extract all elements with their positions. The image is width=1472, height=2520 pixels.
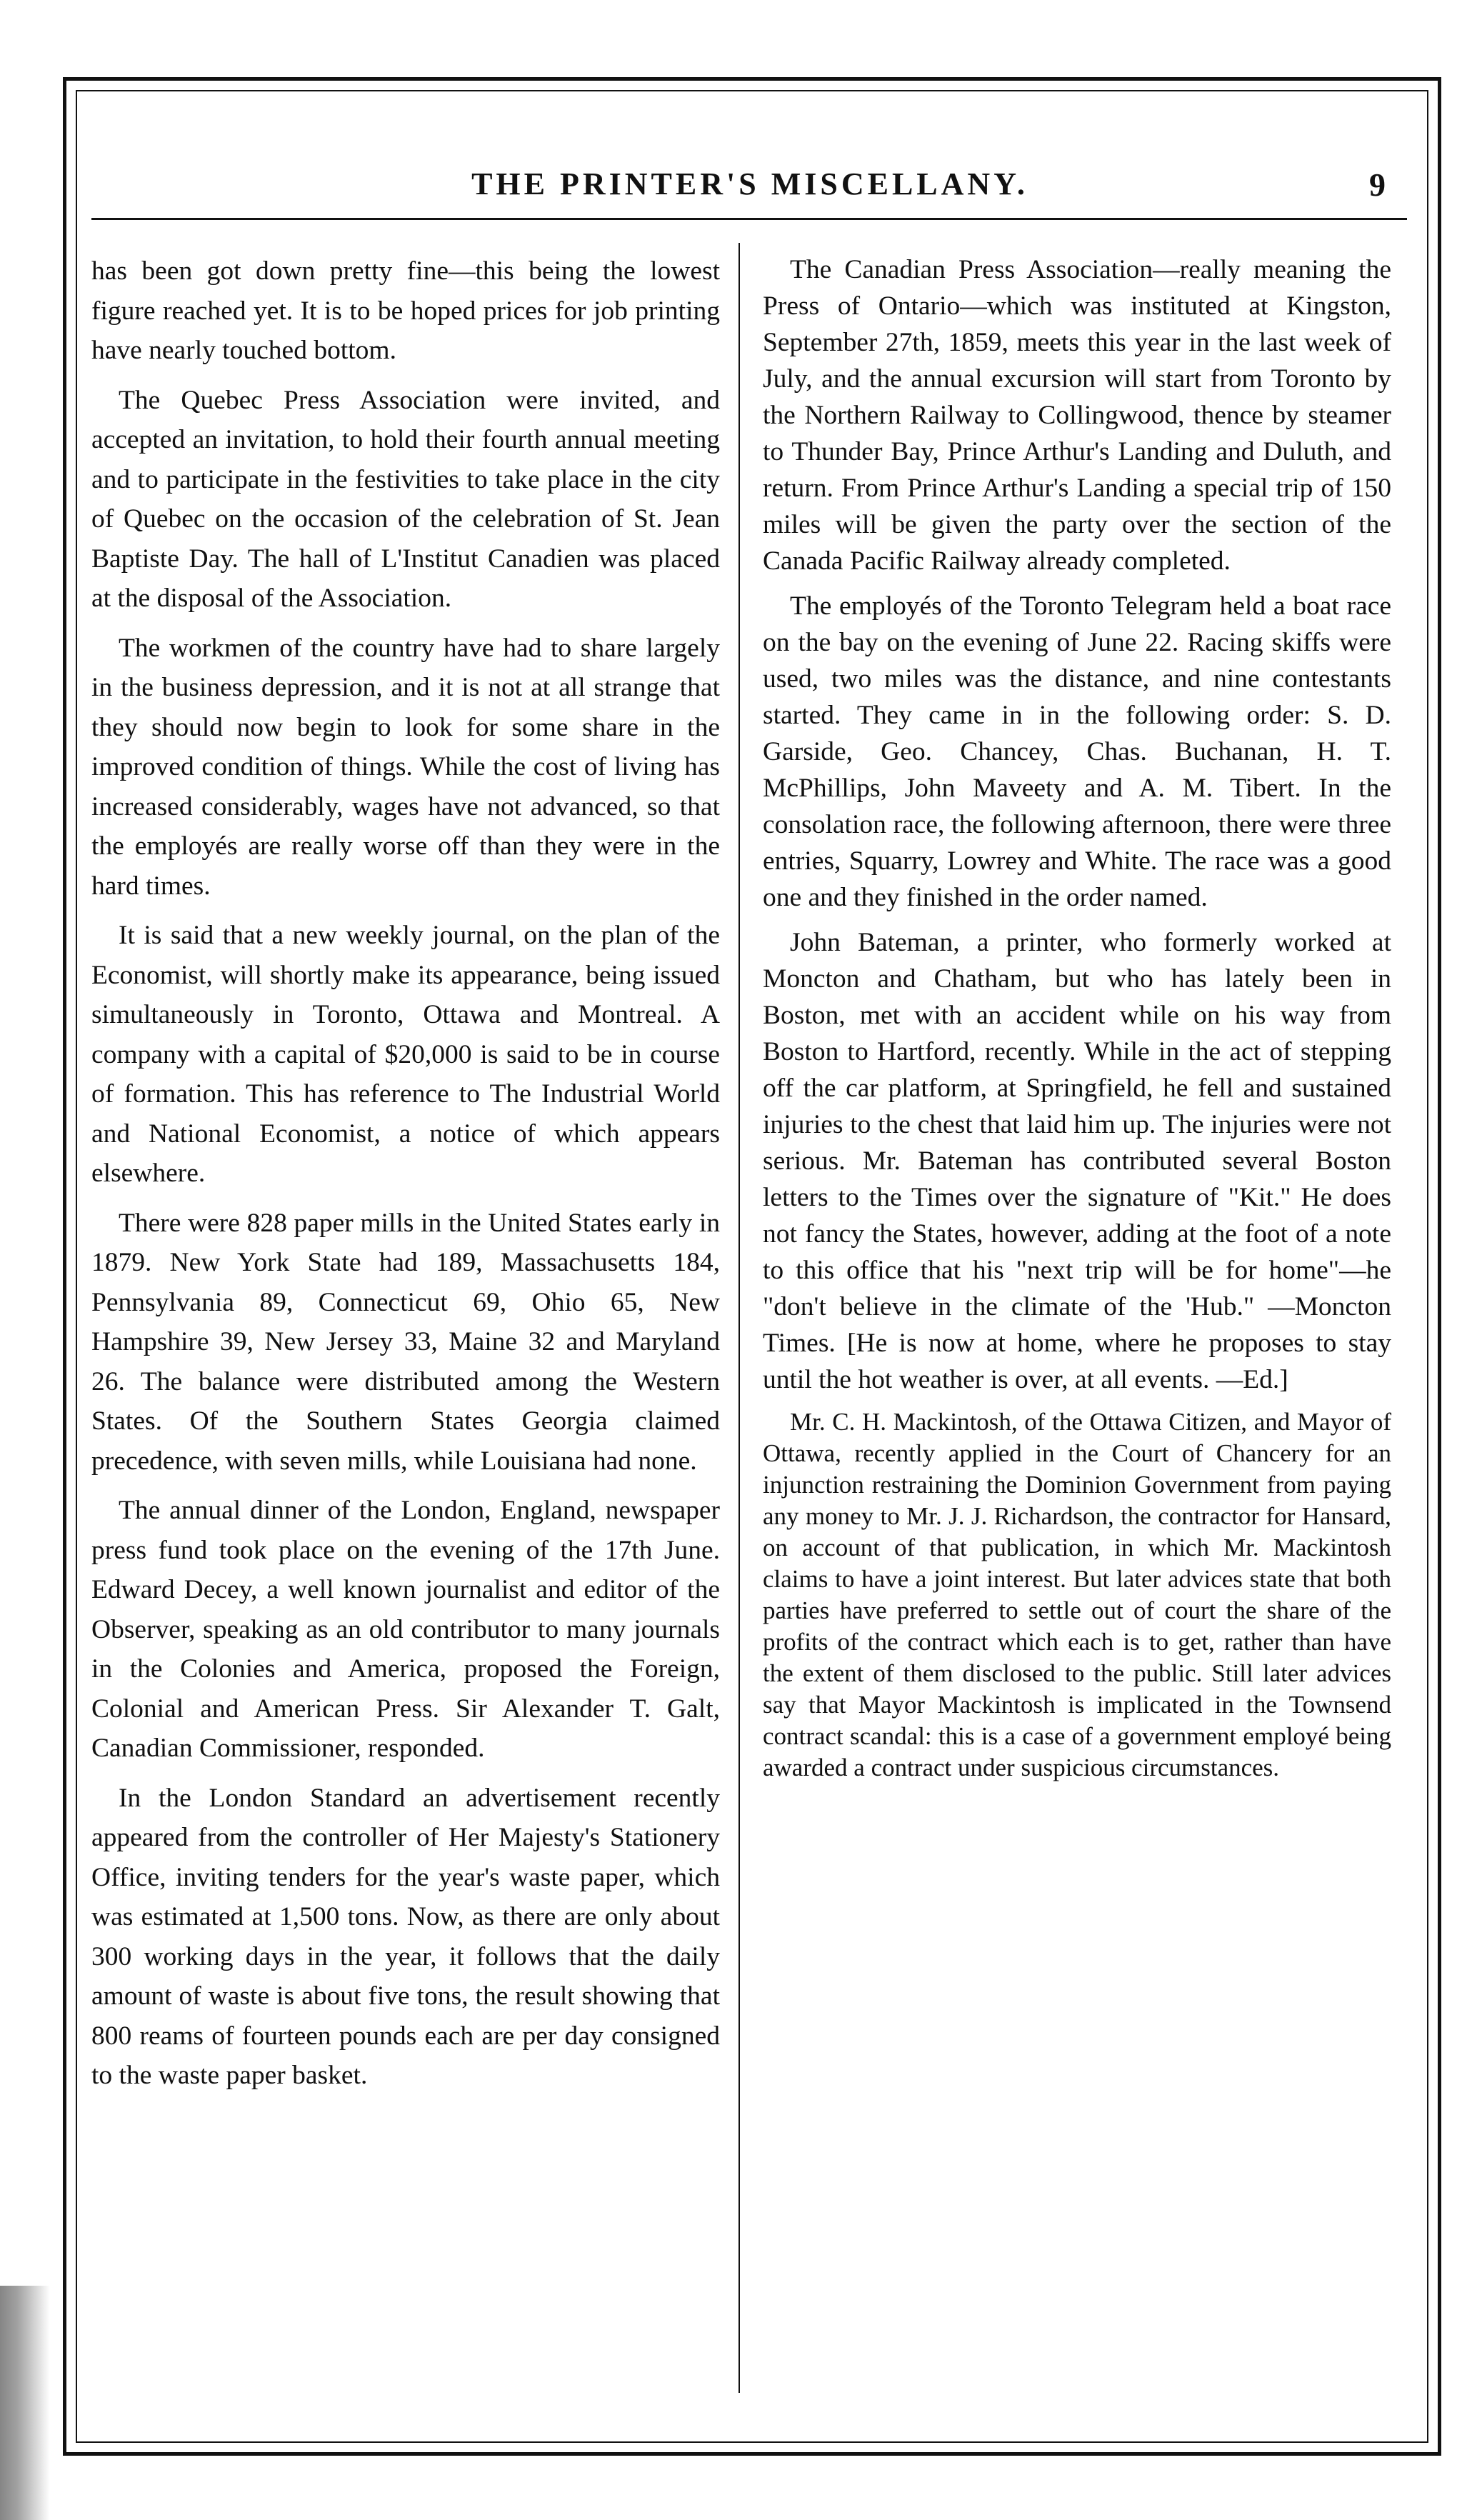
- paragraph: The workmen of the country have had to share largely in the business depression, and it is not at all strange that they should now begin to look for some share in the improved condition of things. While the cost of living has increased considerably, wages have not advanced, so that the employés are really worse off than they were in the hard times.: [91, 633, 720, 901]
- paragraph: The annual dinner of the London, England, newspaper press fund took place on the evening of the 17th June. Edward Decey, a well known journalist and editor of the Observer, speaking as an old contributor to many journals in the Colonies and America, proposed the Foreign, Colonial and American Press. Sir Alexander T. Galt, Canadian Commissioner, responded.: [91, 1496, 720, 1763]
- paragraph: The Canadian Press Association—really meaning the Press of Ontario—which was instituted at Kingston, September 27th, 1859, meets this year in the last week of July, and the annual excursion will start from Toronto by the Northern Railway to Collingwood, thence by steamer to Thunder Bay, Prince Arthur's Landing and Duluth, and return. From Prince Arthur's Landing a special trip of 150 miles will be given the party over the section of the Canada Pacific Railway already completed.: [763, 255, 1391, 576]
- paragraph: John Bateman, a printer, who formerly worked at Moncton and Chatham, but who has lately been in Boston, met with an accident while on his way from Boston to Hartford, recently. While in the act of stepping off the car platform, at Springfield, he fell and sustained injuries to the chest that laid him up. The injuries were not serious. Mr. Bateman has contributed several Boston letters to the Times over the signature of "Kit." He does not fancy the States, however, adding at the foot of a note to this office that his "next trip will be for home"—he "don't believe in the climate of the 'Hub." —Moncton Times. [He is now at home, where he proposes to stay until the hot weather is over, at all events. —Ed.]: [763, 928, 1391, 1394]
- paragraph: has been got down pretty fine—this being the lowest figure reached yet. It is to be hoped prices for job printing have nearly touched bottom.: [91, 256, 720, 365]
- paragraph: The employés of the Toronto Telegram held a boat race on the bay on the evening of June 22. Racing skiffs were used, two miles was the distance, and nine contestants started. They came in in the following order: S. D. Garside, Geo. Chancey, Chas. Buchanan, H. T. McPhillips, John Maveety and A. M. Tibert. In the consolation race, the following afternoon, there were three entries, Squarry, Lowrey and White. The race was a good one and they finished in the order named.: [763, 591, 1391, 912]
- left-column: [91, 251, 720, 2106]
- paragraph: In the London Standard an advertisement recently appeared from the controller of Her Majesty's Stationery Office, inviting tenders for the year's waste paper, which was estimated at 1,500 tons. Now, as there are only about 300 working days in the year, it follows that the daily amount of waste is about five tons, the result showing that 800 reams of fourteen pounds each are per day consigned to the waste paper basket.: [91, 1783, 720, 2090]
- scan-edge-shadow: [0, 2286, 50, 2520]
- right-column: [763, 251, 1391, 1792]
- paragraph: There were 828 paper mills in the United States early in 1879. New York State had 189, Massachusetts 184, Pennsylvania 89, Connecticut 69, Ohio 65, New Hampshire 39, New Jersey 33, Maine 32 and Maryland 26. The balance were distributed among the Western States. Of the Southern States Georgia claimed precedence, with seven mills, while Louisiana had none.: [91, 1208, 720, 1476]
- page-title: THE PRINTER'S MISCELLANY.: [471, 166, 1028, 201]
- running-head: [93, 166, 1407, 216]
- paragraph: Mr. C. H. Mackintosh, of the Ottawa Citizen, and Mayor of Ottawa, recently applied in the Court of Chancery for an injunction restraining the Dominion Government from paying any money to Mr. J. J. Richardson, the contractor for Hansard, on account of that publication, in which Mr. Mackintosh claims to have a joint interest. But later advices state that both parties have preferred to settle out of court the share of the profits of the contract which each is to get, rather than have the extent of them disclosed to the public. Still later advices say that Mayor Mackintosh is implicated in the Townsend contract scandal: this is a case of a government employé being awarded a contract under suspicious circumstances.: [763, 1408, 1391, 1781]
- page-number: 9: [1369, 166, 1386, 203]
- column-divider: [738, 243, 740, 2393]
- paragraph: It is said that a new weekly journal, on the plan of the Economist, will shortly make its appearance, being issued simultaneously in Toronto, Ottawa and Montreal. A company with a capital of $20,000 is said to be in course of formation. This has reference to The Industrial World and National Economist, a notice of which appears elsewhere.: [91, 921, 720, 1188]
- paragraph: The Quebec Press Association were invited, and accepted an invitation, to hold their fourth annual meeting and to participate in the festivities to take place in the city of Quebec on the occasion of the celebration of St. Jean Baptiste Day. The hall of L'Institut Canadien was placed at the disposal of the Association.: [91, 385, 720, 613]
- header-rule: [91, 218, 1407, 220]
